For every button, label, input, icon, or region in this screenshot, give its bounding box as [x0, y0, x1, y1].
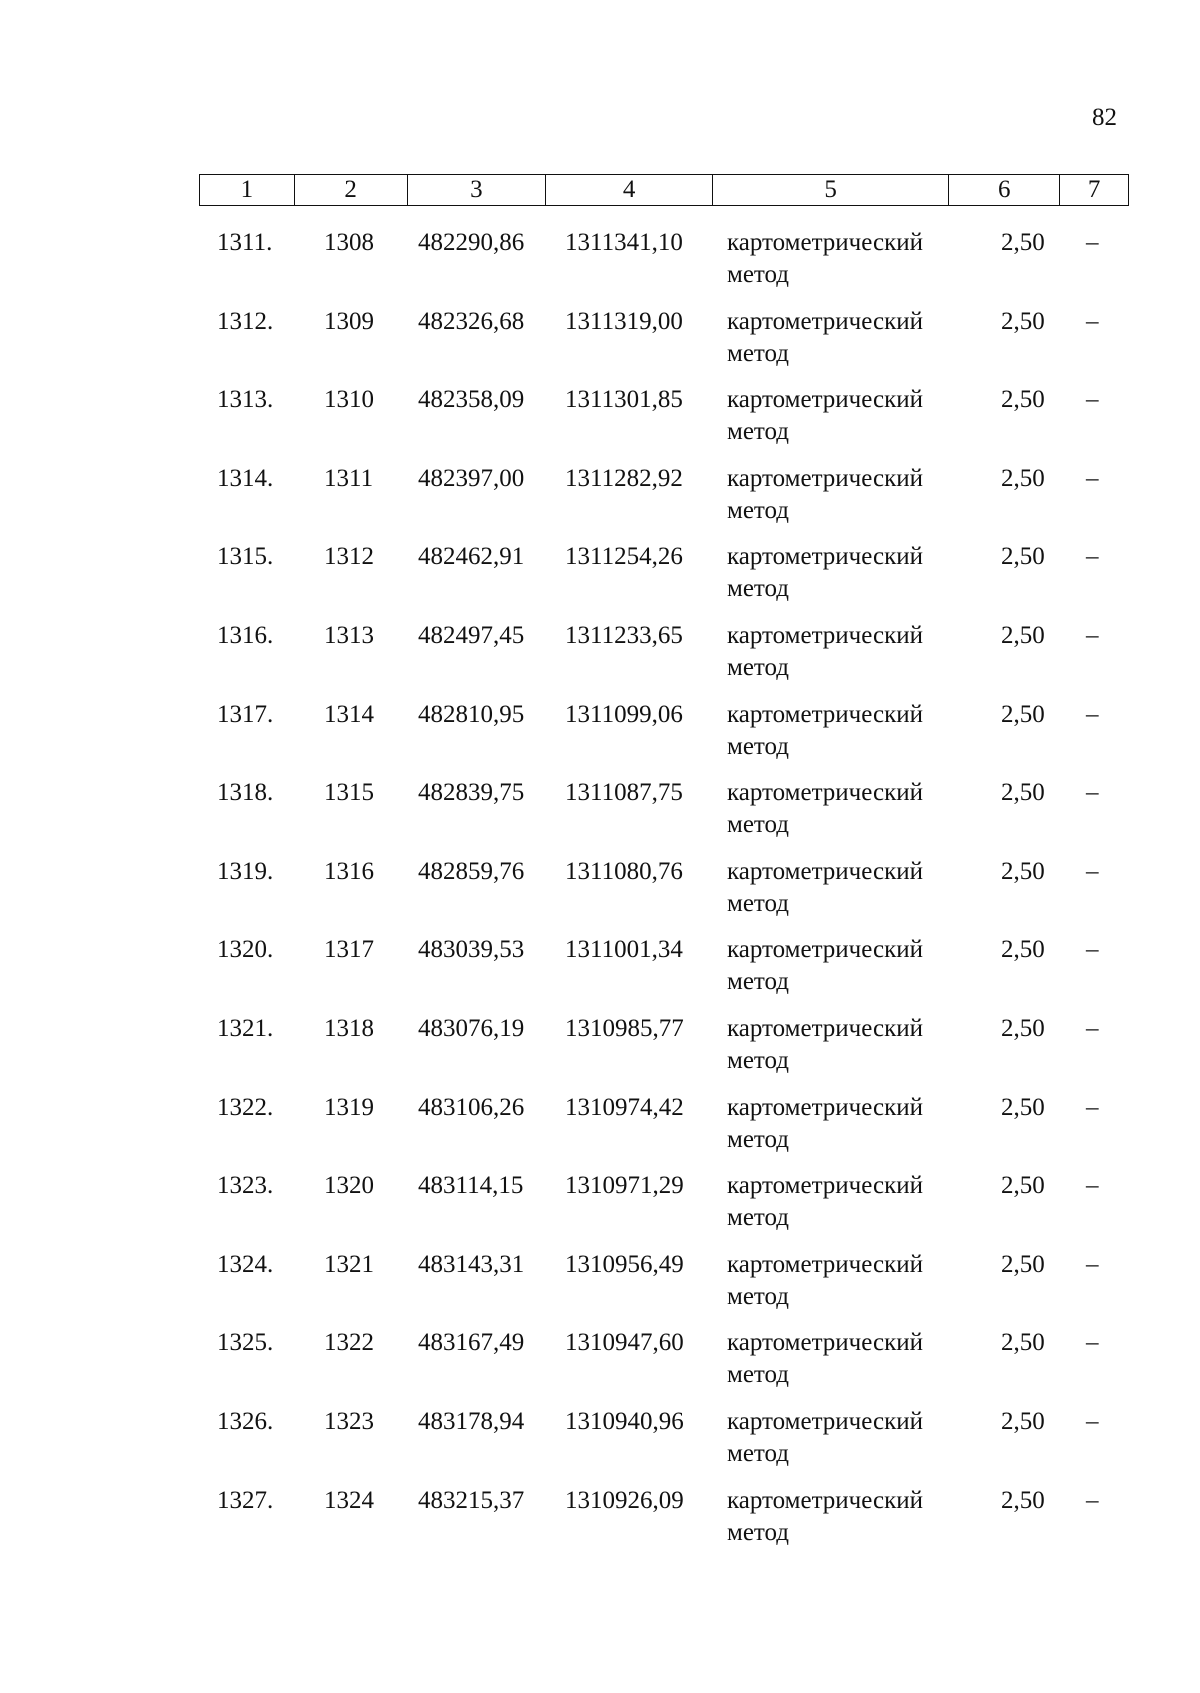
table-row — [0, 1092, 1200, 1171]
coordinate-y: 1311319,00 — [565, 307, 683, 335]
method-text-line2: метод — [727, 1518, 790, 1546]
coordinate-x: 482397,00 — [418, 464, 525, 492]
row-number: 1319. — [217, 857, 274, 885]
column-header-4: 4 — [546, 175, 713, 205]
table-row — [0, 856, 1200, 935]
note-dash: – — [1086, 307, 1099, 335]
point-number: 1322 — [324, 1329, 374, 1357]
note-dash: – — [1086, 1250, 1099, 1278]
method-text: картометрический — [727, 936, 923, 964]
row-number: 1312. — [217, 307, 274, 335]
method-text: картометрический — [727, 1172, 923, 1200]
method-text-line2: метод — [727, 732, 790, 760]
note-dash: – — [1086, 1093, 1099, 1121]
note-dash: – — [1086, 1014, 1099, 1042]
coordinate-y: 1310940,96 — [565, 1407, 684, 1435]
point-number: 1308 — [324, 229, 374, 256]
table-row — [0, 306, 1200, 385]
row-number: 1325. — [217, 1329, 274, 1357]
table-row — [0, 1327, 1200, 1406]
point-number: 1315 — [324, 779, 374, 807]
point-number: 1311 — [324, 464, 374, 492]
table-row — [0, 777, 1200, 856]
column-header-2: 2 — [295, 175, 408, 205]
coordinate-x: 482810,95 — [418, 700, 525, 728]
accuracy-value: 2,50 — [1001, 464, 1045, 492]
method-text-line2: метод — [727, 418, 790, 446]
point-number: 1309 — [324, 307, 374, 335]
table-row — [0, 1249, 1200, 1328]
table-row — [0, 227, 1200, 306]
method-text: картометрический — [727, 543, 923, 571]
point-number: 1321 — [324, 1250, 374, 1278]
accuracy-value: 2,50 — [1001, 621, 1045, 649]
row-number: 1321. — [217, 1014, 274, 1042]
accuracy-value: 2,50 — [1001, 1250, 1045, 1278]
method-text-line2: метод — [727, 1046, 790, 1074]
coordinate-x: 482462,91 — [418, 543, 525, 571]
accuracy-value: 2,50 — [1001, 386, 1045, 414]
note-dash: – — [1086, 936, 1099, 964]
accuracy-value: 2,50 — [1001, 543, 1045, 571]
note-dash: – — [1086, 1407, 1099, 1435]
accuracy-value: 2,50 — [1001, 936, 1045, 964]
method-text: картометрический — [727, 1093, 923, 1121]
point-number: 1320 — [324, 1172, 374, 1200]
coordinate-y: 1310974,42 — [565, 1093, 684, 1121]
accuracy-value: 2,50 — [1001, 1486, 1045, 1514]
note-dash: – — [1086, 621, 1099, 649]
row-number: 1317. — [217, 700, 274, 728]
method-text-line2: метод — [727, 575, 790, 603]
accuracy-value: 2,50 — [1001, 857, 1045, 885]
column-header-7: 7 — [1087, 176, 1101, 203]
method-text-line2: метод — [727, 968, 790, 996]
accuracy-value: 2,50 — [1001, 700, 1045, 728]
accuracy-value: 2,50 — [1001, 1329, 1045, 1357]
row-number: 1316. — [217, 621, 274, 649]
coordinate-x: 483143,31 — [418, 1250, 525, 1278]
method-text-line2: метод — [727, 339, 790, 367]
coordinate-y: 1311087,75 — [565, 779, 683, 807]
table-row — [0, 384, 1200, 463]
note-dash: – — [1086, 464, 1099, 492]
note-dash: – — [1086, 1329, 1099, 1357]
note-dash: – — [1086, 543, 1099, 571]
coordinate-y: 1311233,65 — [565, 621, 683, 649]
coordinate-x: 483039,53 — [418, 936, 525, 964]
method-text: картометрический — [727, 621, 923, 649]
method-text: картометрический — [727, 1329, 923, 1357]
note-dash: – — [1086, 229, 1099, 256]
accuracy-value: 2,50 — [1001, 779, 1045, 807]
table-row — [0, 934, 1200, 1013]
method-text: картометрический — [727, 1014, 923, 1042]
table-row — [0, 1485, 1200, 1564]
point-number: 1314 — [324, 700, 374, 728]
method-text-line2: метод — [727, 653, 790, 681]
coordinate-x: 483178,94 — [418, 1407, 525, 1435]
coordinate-y: 1311001,34 — [565, 936, 683, 964]
table-row — [0, 541, 1200, 620]
point-number: 1323 — [324, 1407, 374, 1435]
table-row — [0, 620, 1200, 699]
coordinate-y: 1311099,06 — [565, 700, 683, 728]
page-number: 82 — [1092, 104, 1117, 131]
point-number: 1318 — [324, 1014, 374, 1042]
method-text: картометрический — [727, 464, 923, 492]
table-header — [199, 174, 1129, 206]
coordinate-x: 483114,15 — [418, 1172, 524, 1200]
row-number: 1311. — [217, 229, 273, 256]
method-text-line2: метод — [727, 261, 790, 288]
row-number: 1315. — [217, 543, 274, 571]
column-header-3: 3 — [408, 175, 547, 205]
method-text: картометрический — [727, 857, 923, 885]
coordinate-y: 1310971,29 — [565, 1172, 684, 1200]
row-number: 1320. — [217, 936, 274, 964]
method-text: картометрический — [727, 779, 923, 807]
table-row — [0, 463, 1200, 542]
note-dash: – — [1086, 700, 1099, 728]
method-text: картометрический — [727, 229, 923, 256]
coordinate-x: 482497,45 — [418, 621, 525, 649]
coordinate-x: 483076,19 — [418, 1014, 525, 1042]
coordinate-y: 1311282,92 — [565, 464, 683, 492]
row-number: 1318. — [217, 779, 274, 807]
point-number: 1324 — [324, 1486, 374, 1514]
accuracy-value: 2,50 — [1001, 1407, 1045, 1435]
coordinate-y: 1310956,49 — [565, 1250, 684, 1278]
accuracy-value: 2,50 — [1001, 1014, 1045, 1042]
coordinate-x: 483106,26 — [418, 1093, 525, 1121]
coordinate-y: 1311341,10 — [565, 229, 683, 256]
coordinate-y: 1311301,85 — [565, 386, 683, 414]
row-number: 1324. — [217, 1250, 274, 1278]
table-body — [0, 227, 1200, 1563]
method-text-line2: метод — [727, 1439, 790, 1467]
note-dash: – — [1086, 1172, 1099, 1200]
column-header-1: 1 — [200, 175, 295, 205]
point-number: 1317 — [324, 936, 374, 964]
accuracy-value: 2,50 — [1001, 1172, 1045, 1200]
row-number: 1313. — [217, 386, 274, 414]
coordinate-x: 482839,75 — [418, 779, 525, 807]
coordinate-x: 482326,68 — [418, 307, 525, 335]
table-row — [0, 1170, 1200, 1249]
coordinate-x: 482358,09 — [418, 386, 525, 414]
table-row — [0, 1406, 1200, 1485]
coordinate-y: 1311080,76 — [565, 857, 683, 885]
method-text-line2: метод — [727, 811, 790, 839]
method-text: картометрический — [727, 1486, 923, 1514]
coordinate-x: 483167,49 — [418, 1329, 525, 1357]
method-text-line2: метод — [727, 1361, 790, 1389]
accuracy-value: 2,50 — [1001, 307, 1045, 335]
table-row — [0, 699, 1200, 778]
method-text-line2: метод — [727, 496, 790, 524]
column-header-6: 6 — [949, 175, 1060, 205]
coordinate-y: 1310985,77 — [565, 1014, 684, 1042]
row-number: 1326. — [217, 1407, 274, 1435]
row-number: 1327. — [217, 1486, 274, 1514]
row-number: 1314. — [217, 464, 274, 492]
method-text-line2: метод — [727, 1282, 790, 1310]
method-text: картометрический — [727, 700, 923, 728]
row-number: 1322. — [217, 1093, 274, 1121]
point-number: 1310 — [324, 386, 374, 414]
method-text-line2: метод — [727, 1125, 790, 1153]
point-number: 1313 — [324, 621, 374, 649]
coordinate-y: 1310926,09 — [565, 1486, 684, 1514]
row-number: 1323. — [217, 1172, 274, 1200]
point-number: 1316 — [324, 857, 374, 885]
table-row — [0, 1013, 1200, 1092]
method-text: картометрический — [727, 1250, 923, 1278]
point-number: 1312 — [324, 543, 374, 571]
method-text: картометрический — [727, 1407, 923, 1435]
coordinate-x: 483215,37 — [418, 1486, 525, 1514]
note-dash: – — [1086, 779, 1099, 807]
method-text-line2: метод — [727, 1204, 790, 1232]
note-dash: – — [1086, 386, 1099, 414]
method-text: картометрический — [727, 386, 923, 414]
coordinate-y: 1311254,26 — [565, 543, 683, 571]
column-header-5: 5 — [713, 175, 949, 205]
coordinate-y: 1310947,60 — [565, 1329, 684, 1357]
accuracy-value: 2,50 — [1001, 229, 1045, 256]
coordinate-x: 482290,86 — [418, 229, 525, 256]
method-text: картометрический — [727, 307, 923, 335]
note-dash: – — [1086, 857, 1099, 885]
accuracy-value: 2,50 — [1001, 1093, 1045, 1121]
point-number: 1319 — [324, 1093, 374, 1121]
coordinate-x: 482859,76 — [418, 857, 525, 885]
method-text-line2: метод — [727, 889, 790, 917]
note-dash: – — [1086, 1486, 1099, 1514]
